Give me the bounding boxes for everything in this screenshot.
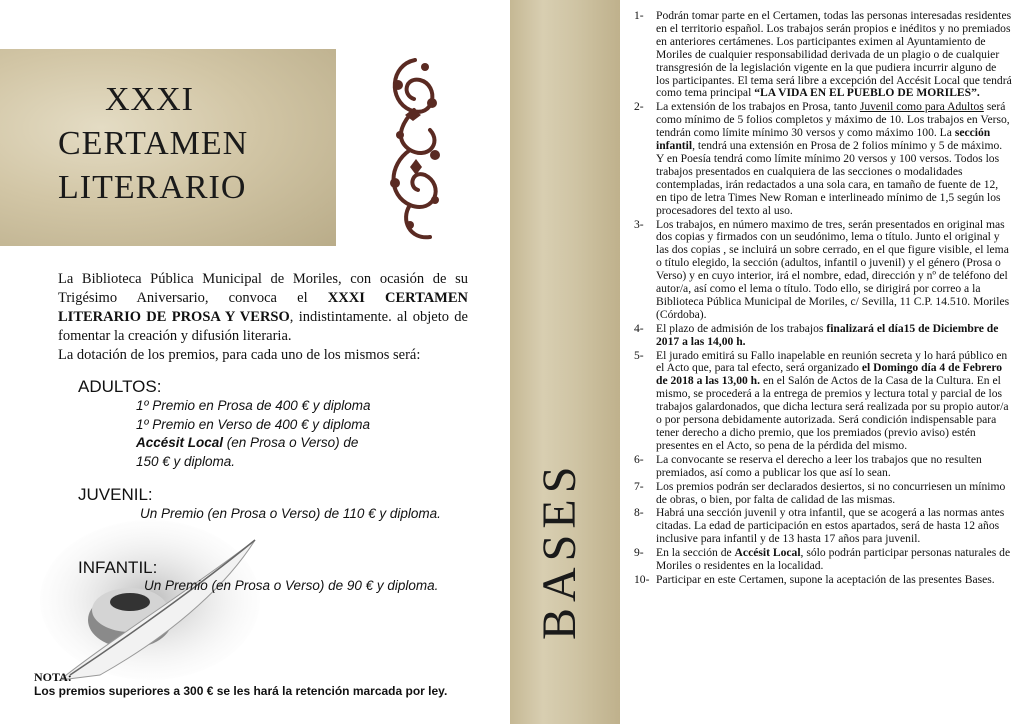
adultos-prize-verso: 1º Premio en Verso de 400 € y diploma xyxy=(136,416,371,432)
base-text xyxy=(656,574,1012,587)
base-text-run: Los trabajos, en número maximo de tres, serán presentados en original mas dos copias y firmados con un seudónimo, lema o título. Junto el original y las dos copias , se incluirá un sobre cerrado, en el que figure visible, el lema o título elegido, la sección (adultos, infantil o juvenil) y el género (Prosa o Verso) y en cuyo interior, irá el nombre, edad, dirección y nº de teléfono del autor/a, así como el lema o título. Todo ello, se dirigirá por correo a la Biblioteca Pública Municipal de Moriles, c/ Sevilla, 11 C.P. 14.510. Moriles (Córdoba). xyxy=(656,217,1010,321)
intro-text-3: La dotación de los premios, para cada uno de los mismos será: xyxy=(58,347,421,363)
base-text-run: El plazo de admisión de los trabajos xyxy=(656,321,827,335)
juvenil-heading: JUVENIL: xyxy=(78,485,153,504)
base-item xyxy=(634,350,1012,453)
adultos-heading: ADULTOS: xyxy=(78,377,162,396)
title-line-1: XXXI xyxy=(105,81,194,118)
title-line-3: LITERARIO xyxy=(58,169,247,206)
base-item xyxy=(634,219,1012,322)
base-text-bold: Accésit Local xyxy=(734,546,801,560)
base-text-run: Participar en este Certamen, supone la aceptación de las presentes Bases. xyxy=(656,572,995,586)
front-panel xyxy=(0,0,510,724)
base-item xyxy=(634,101,1012,217)
accesit-label: Accésit Local xyxy=(136,435,224,450)
base-text-run: Los premios podrán ser declarados desiertos, si no concurriesen un mínimo de obras, o bien, por falta de calidad de las mismas. xyxy=(656,479,1006,506)
base-number: 4- xyxy=(634,321,644,335)
base-text-run: , sólo podrán participar personas naturales de Moriles o residentes en la localidad. xyxy=(656,546,1011,573)
base-text-run: será como mínimo de 5 folios completos y máximo de 10. Los trabajos en Verso, tendrán como límite mínimo 30 versos y como máximo 100. La xyxy=(656,100,1010,140)
base-number: 7- xyxy=(634,479,644,493)
juvenil-prize: Un Premio (en Prosa o Verso) de 110 € y diploma. xyxy=(140,506,441,521)
bases-panel xyxy=(620,0,1024,724)
base-text-run: Habrá una sección juvenil y otra infantil, que se acogerá a las normas antes citadas. La edad de participación en estos apartados, será de hasta 12 años inclusive para infantil y de 13 hasta 17 años para juvenil. xyxy=(656,506,1005,546)
nota-text: Los premios superiores a 300 € se les hará la retención marcada por ley. xyxy=(34,684,448,698)
base-item xyxy=(634,547,1012,573)
base-text xyxy=(656,507,1012,546)
base-item xyxy=(634,481,1012,507)
base-text xyxy=(656,323,1012,349)
base-text-run: Podrán tomar parte en el Certamen, todas las personas interesadas residentes en el territorio español. Los trabajos serán propios e inéditos y no premiados en anteriores certámenes. Los participantes eximen al Ayuntamiento de Moriles de cualquier responsabilidad derivada de un plagio o de cualquier transgresión de la legislación vigente en la que pudiera incurrir alguno de los participantes. xyxy=(656,9,1012,87)
base-text-bold: sección infantil xyxy=(656,126,991,153)
infantil-prize: Un Premio (en Prosa o Verso) de 90 € y diploma. xyxy=(144,578,439,593)
adultos-prize-prosa: 1º Premio en Prosa de 400 € y diploma xyxy=(136,398,371,413)
base-number: 5- xyxy=(634,348,644,362)
base-text xyxy=(656,10,1012,100)
base-text-run: , tendrá una extensión en Prosa de 2 folios mínimo y 5 de máximo. Y en Poesía tendrá como límite mínimo 20 versos y 100 versos. Todos los trabajos presentados en cualquiera de las secciones o modalidades contempladas, irán redactados a una sola cara, en tamaño de fuente de 12, en tipo de letra Times New Roman e interlineado mínimo de 1,5 según los procesadores del texto al uso. xyxy=(656,139,1003,217)
base-number: 2- xyxy=(634,100,644,114)
base-text xyxy=(656,350,1012,453)
accesit-rest: (en Prosa o Verso) de xyxy=(223,435,359,450)
base-text-run: El tema será libre a excepción del Accésit Local que tendrá como tema principal xyxy=(656,73,1012,100)
base-text-underline: Juvenil como para Adultos xyxy=(859,100,984,114)
base-text-run: En la sección de xyxy=(656,546,735,560)
base-text-run: El jurado emitirá su Fallo inapelable en reunión secreta y lo hará público en el Acto que, para tal efecto, será organizado xyxy=(656,348,1008,375)
base-text-run: La extensión de los trabajos en Prosa, tanto xyxy=(656,100,860,114)
adultos-prize-accesit-amount: 150 € y diploma. xyxy=(136,453,236,469)
base-text xyxy=(656,454,1012,480)
adultos-prize-accesit xyxy=(136,434,371,453)
bases-list xyxy=(634,10,1012,588)
base-item xyxy=(634,574,1012,587)
base-number: 8- xyxy=(634,506,644,520)
base-text-run: en el Salón de Actos de la Casa de la Cultura. En el mismo, se procederá a la entrega de premios y lectura total y parcial de los trabajos galardonados, que dicha lectura será realizada por su propio autor/a o por persona debidamente autorizada. Será condición indispensable para tener derecho a dicho premio, que los premiados (previo aviso) estén presentes en el Acto, so pena de la pérdida del mismo. xyxy=(656,374,1009,452)
base-text-bold: “LA VIDA EN EL PUEBLO DE MORILES”. xyxy=(754,86,980,100)
base-item xyxy=(634,507,1012,546)
intro-text-1: La Biblioteca Pública Municipal de Moriles, con ocasión de su Trigésimo Aniversario, convoca el xyxy=(58,271,468,306)
base-number: 9- xyxy=(634,546,644,560)
base-text xyxy=(656,547,1012,573)
intro-paragraph xyxy=(58,270,468,365)
base-item xyxy=(634,454,1012,480)
base-text xyxy=(656,219,1012,322)
infantil-heading: INFANTIL: xyxy=(78,558,158,577)
bases-spine-title: BASES xyxy=(533,460,586,640)
base-number: 6- xyxy=(634,452,644,466)
base-number: 10- xyxy=(634,572,650,586)
adultos-prizes xyxy=(136,397,371,471)
nota-label: NOTA: xyxy=(34,670,72,684)
spine xyxy=(510,0,620,724)
base-text-bold: el Domingo día 4 de Febrero de 2018 a las 13,00 h. xyxy=(656,361,1003,388)
base-item xyxy=(634,10,1012,100)
title-line-2: CERTAMEN xyxy=(58,125,249,162)
base-item xyxy=(634,323,1012,349)
base-text xyxy=(656,101,1012,217)
base-number: 3- xyxy=(634,217,644,231)
intro-text-2: , indistintamente. al objeto de fomentar la creación y difusión literaria. xyxy=(58,309,468,344)
ornament-icon xyxy=(380,55,450,245)
base-text xyxy=(656,481,1012,507)
base-number: 1- xyxy=(634,9,644,22)
base-text-run: La convocante se reserva el derecho a leer los trabajos que no resulten premiados, así como a publicar los que así lo sean. xyxy=(656,452,982,479)
intro-title-bold: XXXI CERTAMEN LITERARIO DE PROSA Y VERSO xyxy=(58,290,468,325)
base-text-bold: finalizará el día15 de Diciembre de 2017 a las 14,00 h. xyxy=(656,321,999,348)
title-box xyxy=(0,49,336,246)
